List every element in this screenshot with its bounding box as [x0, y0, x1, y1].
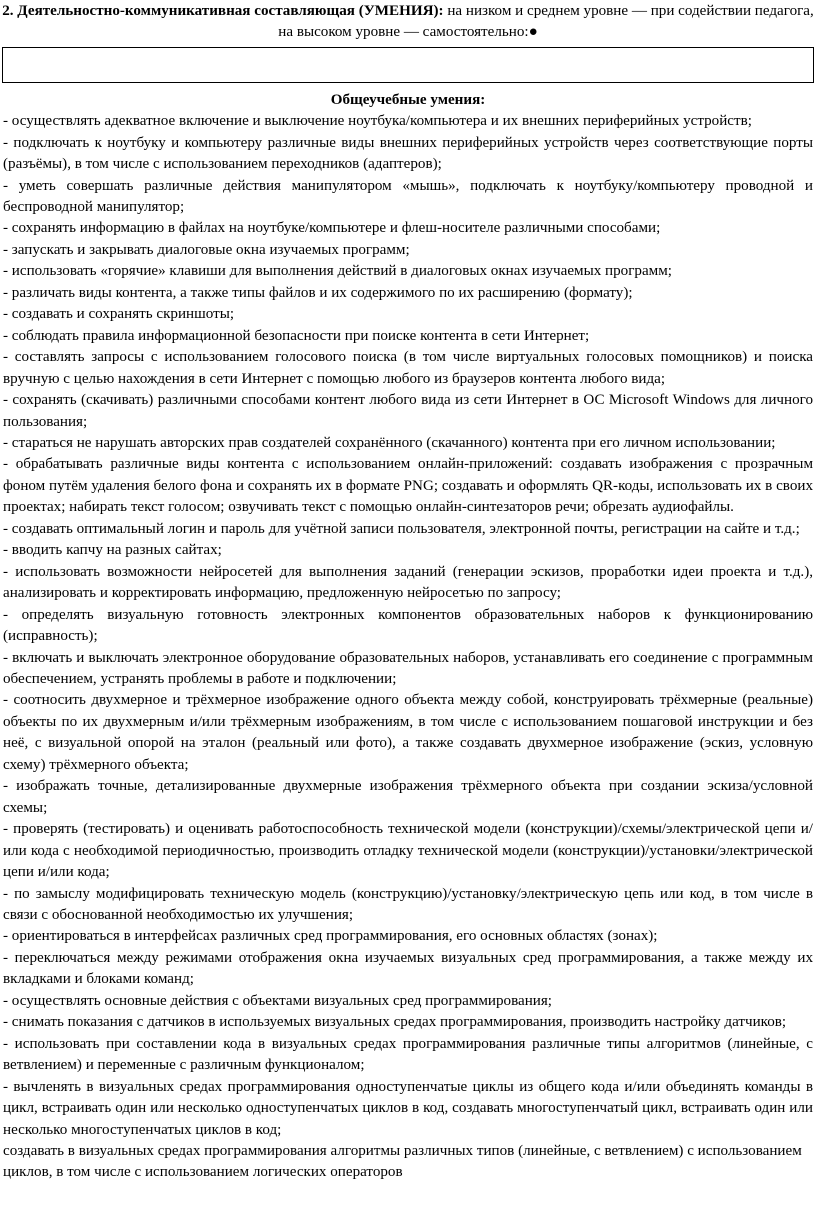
list-item: - уметь совершать различные действия манипулятором «мышь», подключать к ноутбуку/компьютеру проводной и беспроводной манипулятор; — [3, 177, 813, 216]
list-item: - проверять (тестировать) и оценивать работоспособность технической модели (конструкции)/схемы/электрической цепи и/или кода с необходимой периодичностью, производить отладку технической модели (конструкции)/установки/электрической цепи и/или кода; — [3, 821, 813, 881]
list-item: - использовать при составлении кода в визуальных средах программирования различные типы алгоритмов (линейные, с ветвлением) и переменные с различным функционалом; — [3, 1035, 813, 1074]
list-item: - вычленять в визуальных средах программирования одноступенчатые циклы из общего кода и/или объединять команды в цикл, встраивать один или несколько одноступенчатых циклов в код, создавать многоступенчатый цикл, встраивать один или несколько многоступенчатых циклов в код; — [3, 1078, 813, 1138]
list-item: - ориентироваться в интерфейсах различных сред программирования, его основных областях (зонах); — [3, 928, 658, 945]
list-item: - по замыслу модифицировать техническую модель (конструкцию)/установку/электрическую цепь или код, в том числе в связи с обоснованной необходимостью их улучшения; — [3, 885, 813, 923]
list-item: - создавать оптимальный логин и пароль для учётной записи пользователя, электронной почты, регистрации на сайте и т.д.; — [3, 520, 800, 537]
list-item: - сохранять информацию в файлах на ноутбуке/компьютере и флеш-носителе различными способами; — [3, 220, 661, 237]
list-item: - соотносить двухмерное и трёхмерное изображение одного объекта между собой, конструировать трёхмерные (реальные) объекты по их двухмерным и/или трёхмерным изображениям, в том числе с использованием пошаговой инструкции и без неё, с визуальной опорой на эталон (реальный или фото), а также создавать двухмерное изображение (эскиз, условную схему) трёхмерного объекта; — [3, 692, 813, 773]
list-item: - стараться не нарушать авторских прав создателей сохранённого (скачанного) контента при его личном использовании; — [3, 435, 776, 452]
list-item: - осуществлять основные действия с объектами визуальных сред программирования; — [3, 992, 552, 1009]
list-item: - вводить капчу на разных сайтах; — [3, 542, 222, 559]
list-item: - составлять запросы с использованием голосового поиска (в том числе виртуальных голосовых помощников) и поиска вручную с целью нахождения в сети Интернет с помощью любого из браузеров контента любого вида; — [3, 349, 813, 387]
list-item: - создавать и сохранять скриншоты; — [3, 306, 235, 323]
list-item: - запускать и закрывать диалоговые окна изучаемых программ; — [3, 241, 410, 258]
list-item: - снимать показания с датчиков в используемых визуальных средах программирования, производить настройку датчиков; — [3, 1014, 787, 1031]
list-item: - использовать возможности нейросетей для выполнения заданий (генерации эскизов, проработки идеи проекта и т.д.), анализировать и корректировать информацию, предложенную нейросетью по запросу; — [3, 563, 813, 602]
list-item: - подключать к ноутбуку и компьютеру различные виды внешних периферийных устройств через соответствующие порты (разъёмы), в том числе с использованием переходников (адаптеров); — [3, 134, 813, 173]
list-item: - определять визуальную готовность электронных компонентов образовательных наборов к функционированию (исправность); — [3, 606, 813, 645]
list-item: - включать и выключать электронное оборудование образовательных наборов, устанавливать его соединение с программным обеспечением, устранять проблемы в работе и подключении; — [3, 649, 813, 687]
section-heading-text: на низком и среднем уровне — при содействии педагога, на высоком уровне — самостоятельно: — [278, 3, 814, 41]
list-item: создавать в визуальных средах программирования алгоритмы различных типов (линейные, с ветвлением) с использованием циклов, в том числе с использованием логических операторов — [3, 1142, 802, 1181]
list-item: - изображать точные, детализированные двухмерные изображения трёхмерного объекта при создании эскиза/условной схемы; — [3, 778, 813, 816]
list-item: - осуществлять адекватное включение и выключение ноутбука/компьютера и их внешних периферийных устройств; — [3, 113, 752, 130]
skills-list — [2, 111, 814, 1184]
general-skills-title: Общеучебные умения: — [330, 91, 486, 108]
list-item: - различать виды контента, а также типы файлов и их содержимого по их расширению (формату); — [3, 284, 633, 301]
list-item: - использовать «горячие» клавиши для выполнения действий в диалоговых окнах изучаемых программ; — [3, 263, 672, 280]
section-heading-bold: 2. Деятельностно-коммуникативная составляющая (УМЕНИЯ): — [2, 3, 444, 19]
list-item: - обрабатывать различные виды контента с использованием онлайн-приложений: создавать изображения с прозрачным фоном путём удаления белого фона и сохранять их в формате PNG; создавать и оформлять QR-коды, использовать их в своих проектах; набирать текст голосом; озвучивать текст с помощью онлайн-синтезаторов речи; обрезать аудиофайлы. — [3, 456, 813, 516]
list-item: - сохранять (скачивать) различными способами контент любого вида из сети Интернет в ОС Microsoft Windows для личного пользования; — [3, 392, 813, 430]
bullet-icon: ● — [528, 24, 538, 41]
list-item: - переключаться между режимами отображения окна изучаемых визуальных сред программирования, а также между их вкладками и блоками команд; — [3, 949, 813, 988]
list-item: - соблюдать правила информационной безопасности при поиске контента в сети Интернет; — [3, 327, 590, 344]
empty-table-row — [2, 47, 814, 83]
section-heading — [2, 0, 814, 44]
